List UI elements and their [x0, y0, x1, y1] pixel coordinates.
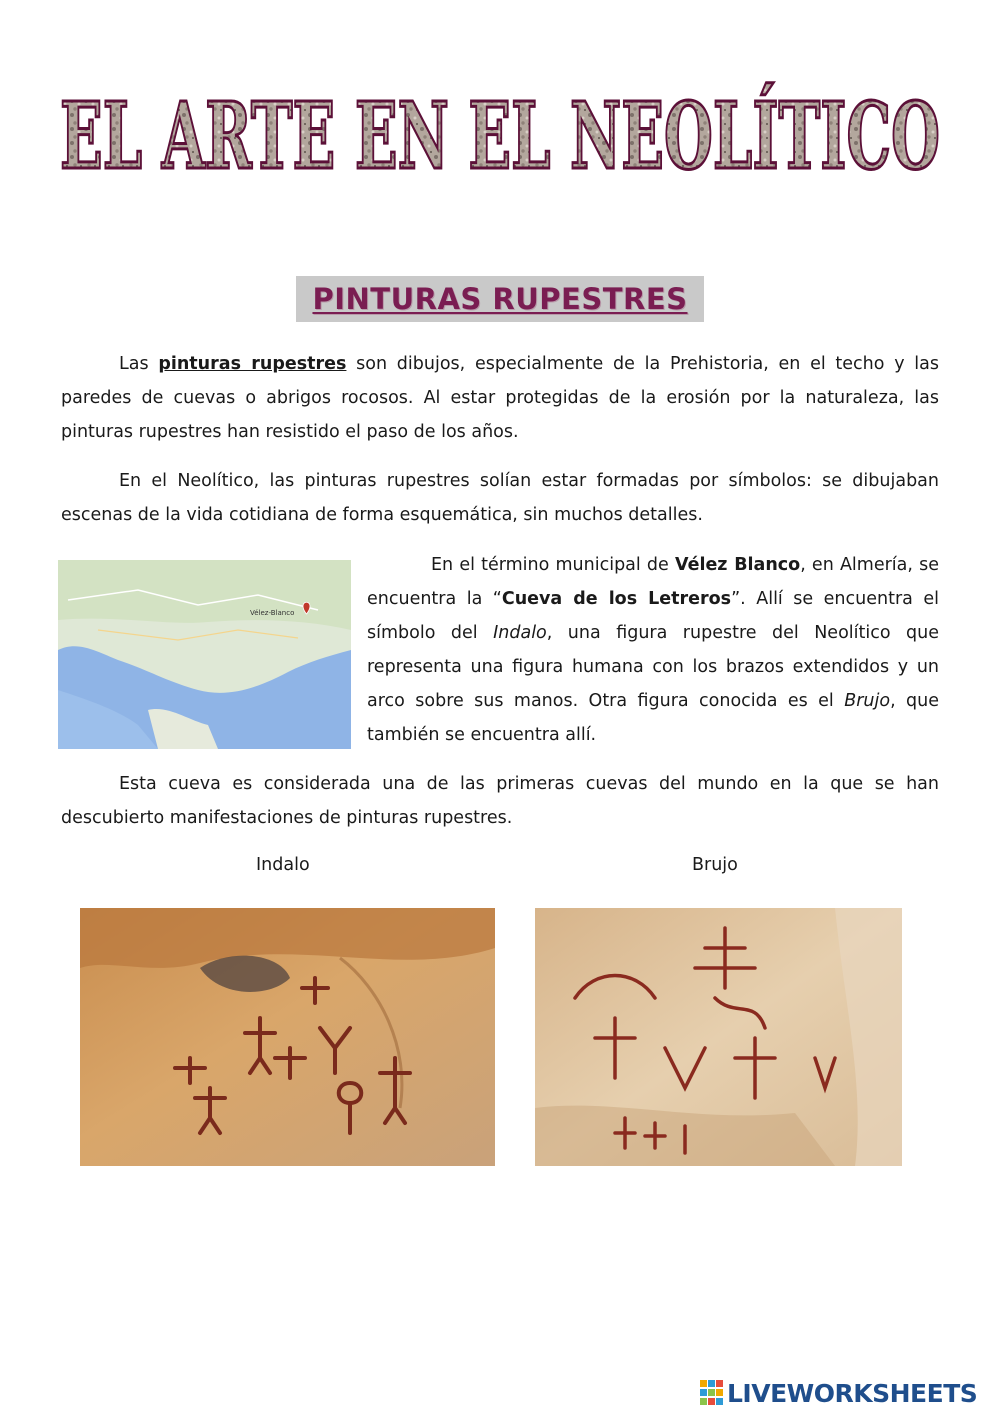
p3-a: En el término municipal de [431, 555, 675, 575]
map-label: Vélez-Blanco [250, 609, 295, 617]
p4-text: Esta cueva es considerada una de las primeras cuevas del mundo en la que se han descubierto manifestaciones de pinturas rupestres. [61, 774, 939, 828]
paragraph-velez-blanco [367, 548, 939, 752]
p3-e: , que también se encuentra allí. [367, 691, 939, 745]
footer-brand: LIVEWORKSHEETS [727, 1378, 978, 1408]
map-image [58, 560, 351, 749]
p3-d: , una figura rupestre del Neolítico que representa una figura humana con los brazos extendidos y un arco sobre sus manos. Otra figura conocida es el [367, 623, 939, 711]
caption-indalo: Indalo [256, 855, 310, 875]
place-velez-blanco: Vélez Blanco [674, 555, 801, 575]
term-indalo: Indalo [493, 623, 547, 643]
cave-name: Cueva de los Letreros [501, 589, 732, 609]
section-heading: PINTURAS RUPESTRES [296, 276, 704, 322]
caption-brujo: Brujo [692, 855, 738, 875]
liveworksheets-logo [700, 1376, 995, 1410]
worksheet-title [55, 70, 945, 190]
term-brujo: Brujo [844, 691, 891, 711]
p2-text: En el Neolítico, las pinturas rupestres solían estar formadas por símbolos: se dibujaban escenas de la vida cotidiana de forma esquemática, sin muchos detalles. [61, 471, 939, 525]
p3-b: , en Almería, se encuentra la “ [367, 555, 939, 609]
paragraph-neolithic [61, 464, 939, 532]
liveworksheets-logo-icon [700, 1380, 724, 1406]
paragraph-cave-importance [61, 767, 939, 835]
p1-rest: son dibujos, especialmente de la Prehistoria, en el techo y las paredes de cuevas o abrigos rocosos. Al estar protegidas de la erosión por la naturaleza, las pinturas rupestres han resistido el paso de los años. [61, 354, 939, 442]
p3-c: ”. Allí se encuentra el símbolo del [367, 589, 939, 643]
brujo-photo [535, 908, 902, 1166]
term-pinturas-rupestres: pinturas rupestres [158, 354, 347, 374]
indalo-photo [80, 908, 495, 1166]
title-text: EL ARTE EN EL NEOLÍTICO [60, 82, 941, 190]
paragraph-definition [61, 347, 939, 449]
p1-lead: Las [119, 354, 159, 374]
